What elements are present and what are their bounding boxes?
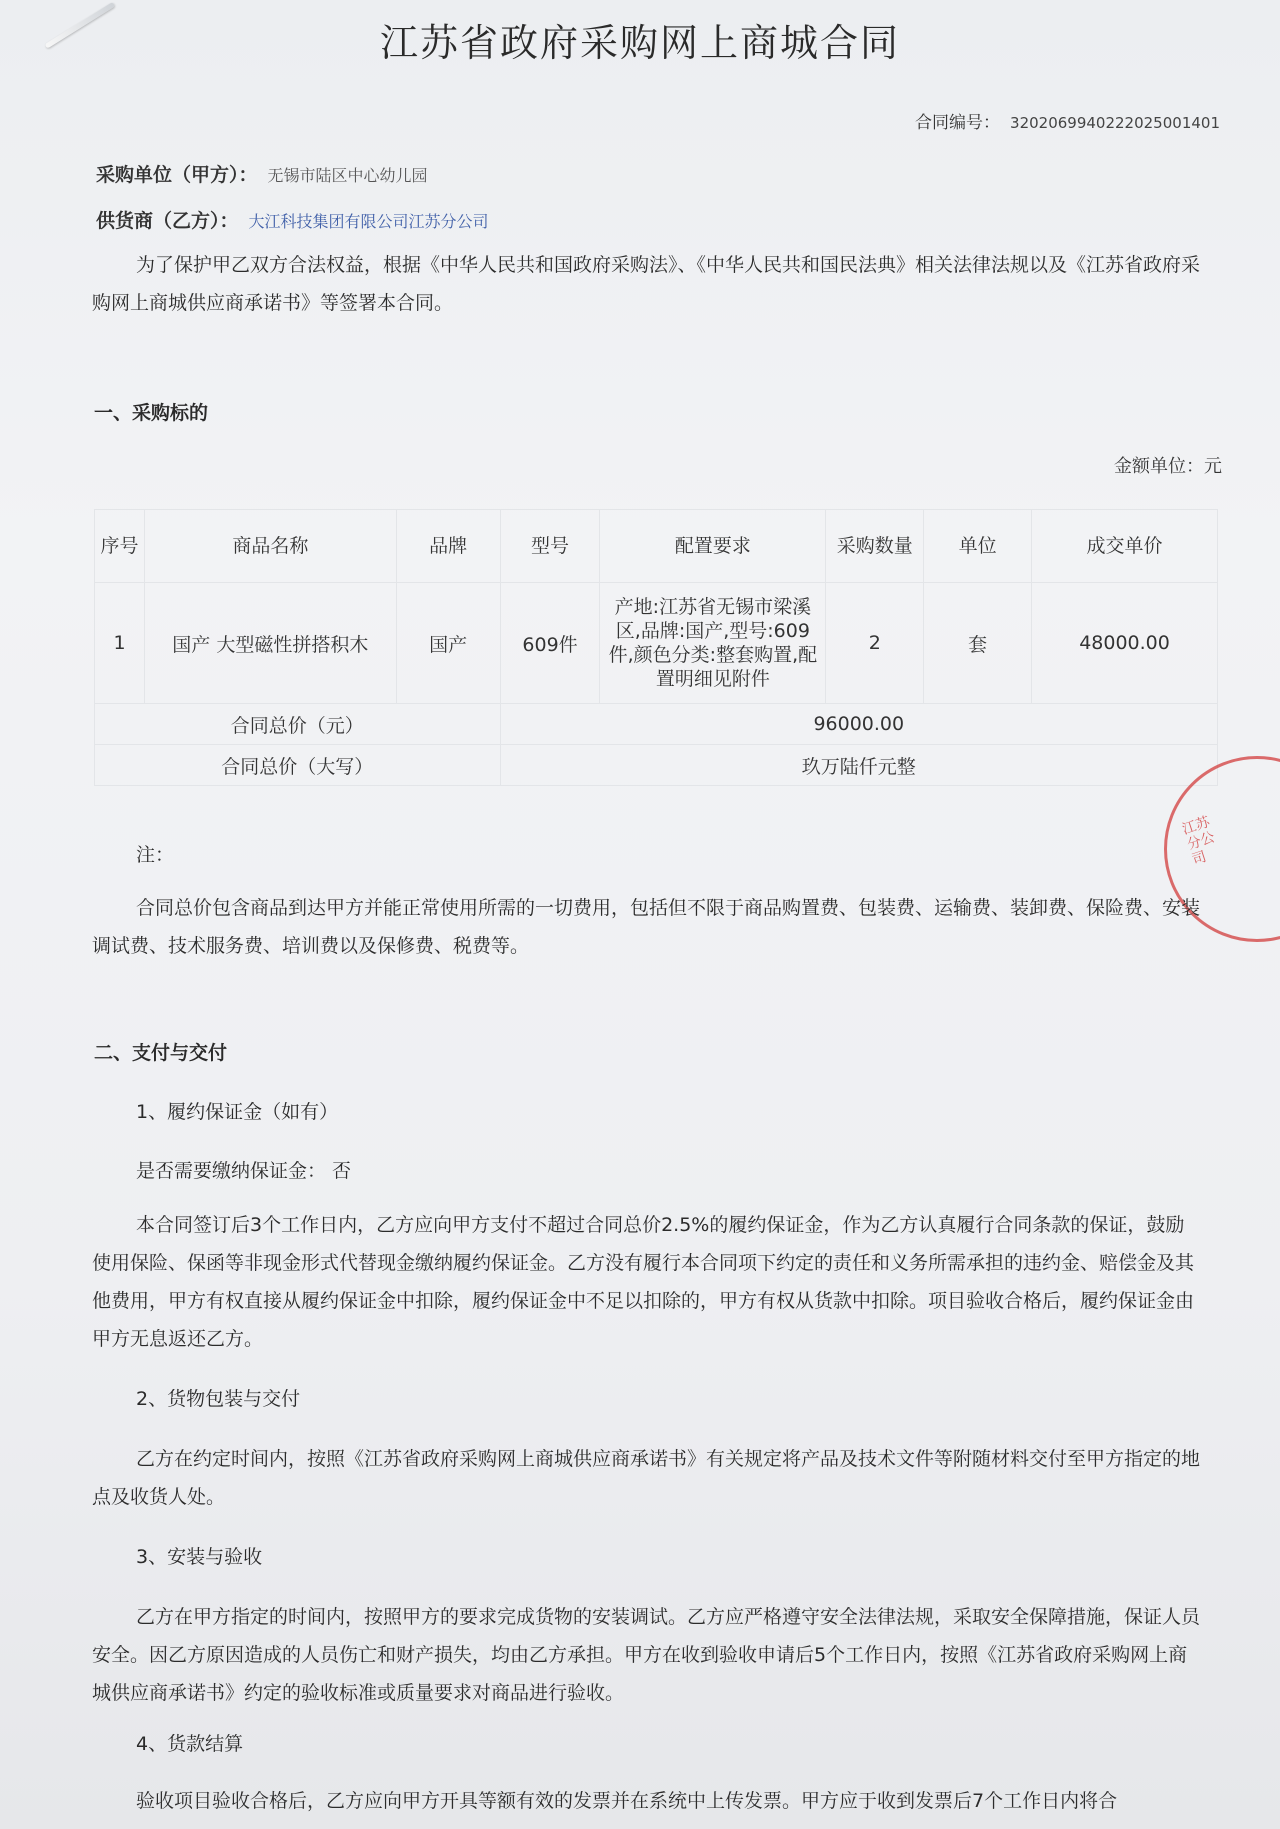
section1-title: 一、采购标的 — [94, 402, 209, 424]
total-value: 96000.00 — [500, 704, 1217, 745]
stamp-text: 江苏分公司 — [1180, 814, 1217, 869]
total-upper-label: 合同总价（大写） — [95, 745, 501, 786]
table-header-row — [95, 510, 1218, 583]
note-label: 注： — [136, 844, 175, 866]
cell-model: 609件 — [500, 583, 600, 704]
s2-1-need: 是否需要缴纳保证金： 否 — [136, 1160, 352, 1182]
s2-3-paragraph: 乙方在甲方指定的时间内，按照甲方的要求完成货物的安装调试。乙方应严格遵守安全法律法规，采取安全保障措施，保证人员安全。因乙方原因造成的人员伤亡和财产损失，均由乙方承担。甲方在收到验收申请后5个工作日内，按照《江苏省政府采购网上商城供应商承诺书》约定的验收标准或质量要求对商品进行验收。 — [92, 1606, 1201, 1704]
supplier-value: 大江科技集团有限公司江苏分公司 — [248, 212, 489, 231]
header-cell: 单位 — [924, 510, 1032, 583]
header-cell: 品牌 — [396, 510, 500, 583]
contract-number-label: 合同编号： — [915, 113, 1001, 133]
buyer-line — [96, 160, 428, 187]
intro-paragraph: 为了保护甲乙双方合法权益，根据《中华人民共和国政府采购法》、《中华人民共和国民法典》相关法律法规以及《江苏省政府采购网上商城供应商承诺书》等签署本合同。 — [92, 254, 1201, 314]
header-cell: 采购数量 — [826, 510, 924, 583]
section2-title: 二、支付与交付 — [94, 1042, 228, 1064]
cell-price: 48000.00 — [1032, 583, 1218, 704]
supplier-label: 供货商（乙方）： — [96, 210, 239, 232]
buyer-label: 采购单位（甲方）： — [96, 164, 258, 186]
s2-1-paragraph: 本合同签订后3个工作日内，乙方应向甲方支付不超过合同总价2.5%的履约保证金，作为乙方认真履行合同条款的保证，鼓励使用保险、保函等非现金形式代替现金缴纳履约保证金。乙方没有履行本合同项下约定的责任和义务所需承担的违约金、赔偿金及其他费用，甲方有权直接从履约保证金中扣除，履约保证金中不足以扣除的，甲方有权从货款中扣除。项目验收合格后，履约保证金由甲方无息返还乙方。 — [92, 1214, 1195, 1350]
cell-name: 国产 大型磁性拼搭积木 — [144, 583, 396, 704]
header-cell: 序号 — [95, 510, 145, 583]
cell-config: 产地:江苏省无锡市梁溪区,品牌:国产,型号:609件,颜色分类:整套购置,配置明细见附件 — [600, 583, 826, 704]
s2-2-title: 2、货物包装与交付 — [136, 1388, 301, 1410]
contract-number — [915, 108, 1220, 133]
amount-unit: 金额单位：元 — [1114, 456, 1222, 477]
header-cell: 配置要求 — [600, 510, 826, 583]
s2-1-title: 1、履约保证金（如有） — [136, 1101, 339, 1123]
table-row — [95, 583, 1218, 704]
cell-qty: 2 — [826, 583, 924, 704]
page-title: 江苏省政府采购网上商城合同 — [379, 21, 900, 65]
supplier-line — [96, 206, 489, 233]
s2-4-title: 4、货款结算 — [136, 1733, 244, 1755]
header-cell: 成交单价 — [1032, 510, 1218, 583]
total-upper-row — [95, 745, 1218, 786]
cell-index: 1 — [95, 583, 145, 704]
s2-3-title: 3、安装与验收 — [136, 1546, 263, 1568]
contract-number-value: 320206994022202500140​1 — [1010, 114, 1220, 132]
header-cell: 型号 — [500, 510, 600, 583]
total-label: 合同总价（元） — [95, 704, 501, 745]
total-row — [95, 704, 1218, 745]
cell-brand: 国产 — [396, 583, 500, 704]
cell-unit: 套 — [924, 583, 1032, 704]
header-cell: 商品名称 — [144, 510, 396, 583]
note-paragraph: 合同总价包含商品到达甲方并能正常使用所需的一切费用，包括但不限于商品购置费、包装费、运输费、装卸费、保险费、安装调试费、技术服务费、培训费以及保修费、税费等。 — [92, 897, 1201, 957]
s2-2-paragraph: 乙方在约定时间内，按照《江苏省政府采购网上商城供应商承诺书》有关规定将产品及技术文件等附随材料交付至甲方指定的地点及收货人处。 — [92, 1448, 1201, 1508]
procurement-table — [94, 509, 1218, 786]
s2-4-paragraph: 验收项目验收合格后，乙方应向甲方开具等额有效的发票并在系统中上传发票。甲方应于收到发票后7个工作日内将合 — [136, 1790, 1118, 1812]
buyer-value: 无锡市陆区中心幼儿园 — [267, 166, 428, 185]
total-upper-value: 玖万陆仟元整 — [500, 745, 1217, 786]
